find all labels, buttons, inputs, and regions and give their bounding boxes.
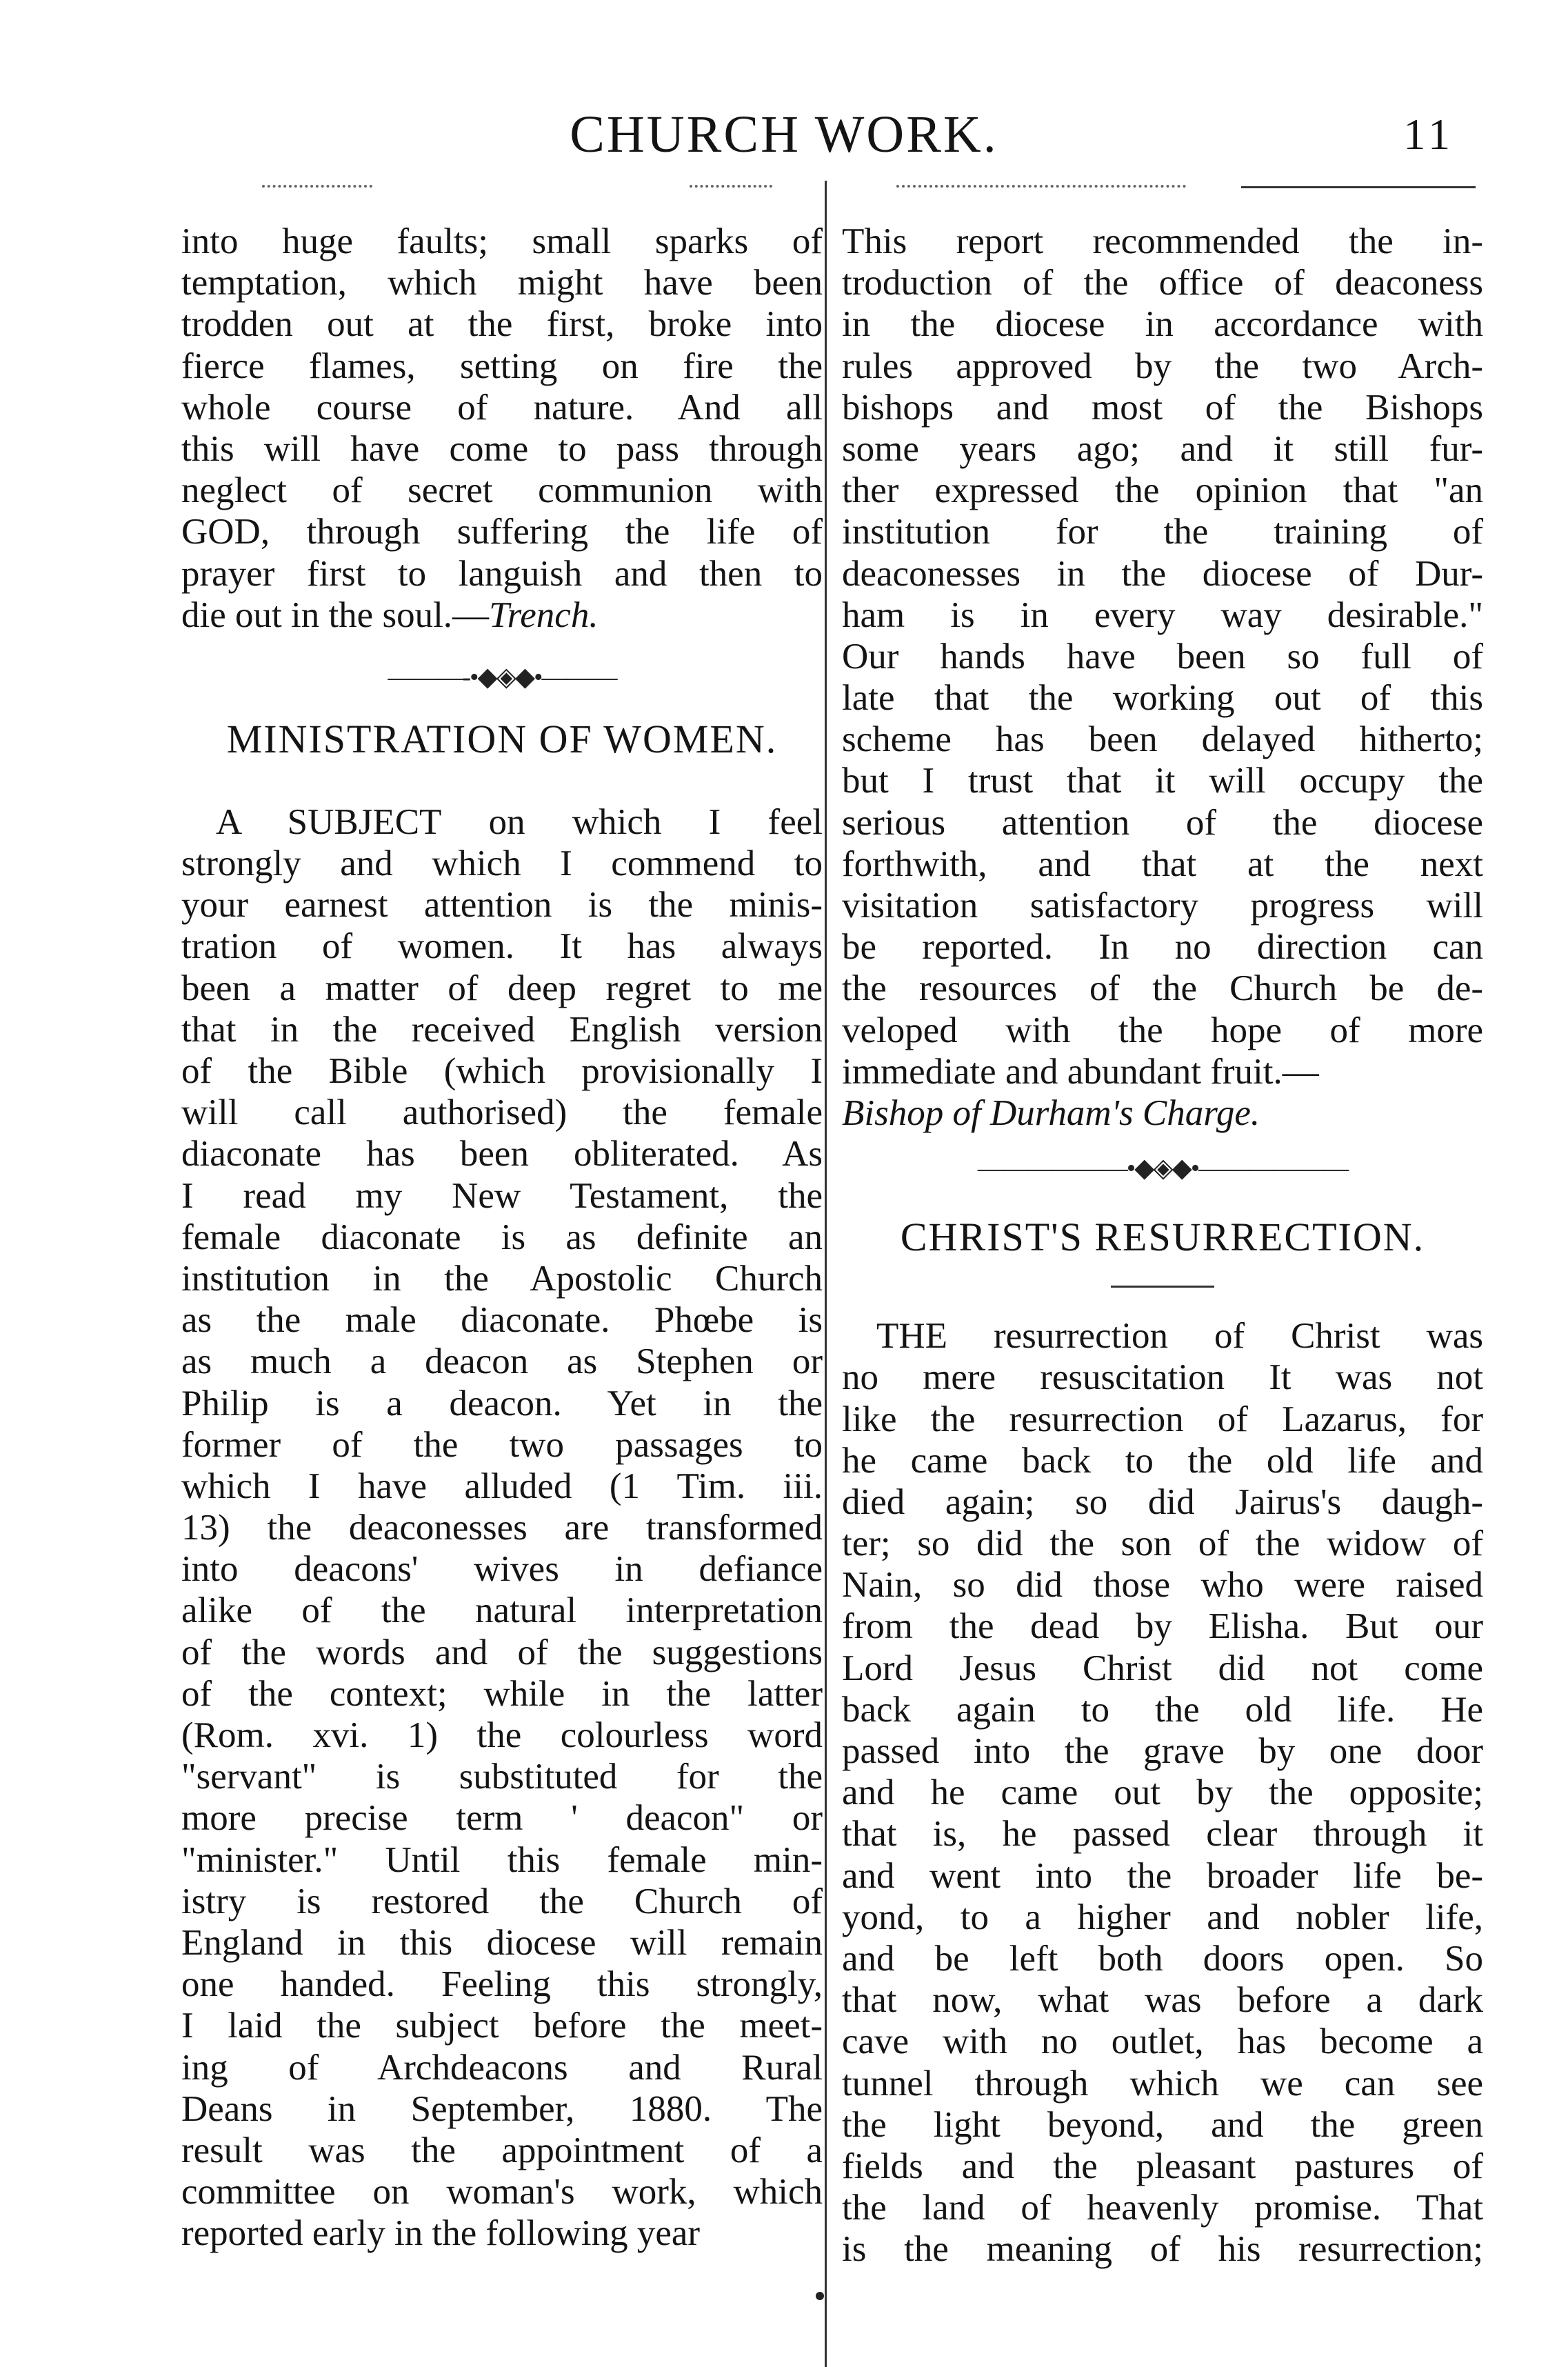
text-line: of the words and of the suggestions — [181, 1632, 823, 1672]
attribution-durham: Bishop of Durham's Charge. — [842, 1092, 1260, 1133]
text-line: strongly and which I commend to — [181, 843, 823, 884]
text-line: neglect of secret communion with — [181, 470, 823, 511]
text-line: This report recommended the in- — [842, 221, 1483, 261]
text-line: Philip is a deacon. Yet in the — [181, 1383, 823, 1424]
opening-word: A SUBJECT — [216, 801, 442, 842]
text-line: Our hands have been so full of — [842, 636, 1483, 677]
text-line: more precise term ' deacon" or — [181, 1798, 823, 1839]
opening-word: THE — [876, 1316, 948, 1357]
text-line: but I trust that it will occupy the — [842, 761, 1483, 801]
heading-rule — [1111, 1286, 1214, 1288]
top-dotted-rule-left — [262, 185, 372, 190]
text-line: your earnest attention is the minis- — [181, 885, 823, 926]
text-line: serious attention of the diocese — [842, 802, 1483, 843]
text-line: institution in the Apostolic Church — [181, 1258, 823, 1299]
text-line: from the dead by Elisha. But our — [842, 1606, 1483, 1647]
section-ornament: ——————•◆◈◆•—————— — [977, 1154, 1348, 1184]
text-line: institution for the training of — [842, 512, 1483, 552]
text-line: and he came out by the opposite; — [842, 1772, 1483, 1813]
opening-rest: on which I feel — [441, 801, 823, 842]
text-line-end: die out in the soul.— — [181, 595, 490, 635]
text-line: diaconate has been obliterated. As — [181, 1134, 823, 1175]
text-line: into deacons' wives in defiance — [181, 1549, 823, 1590]
text-line: cave with no outlet, has become a — [842, 2021, 1483, 2062]
section-heading-resurrection: CHRIST'S RESURRECTION. — [900, 1215, 1425, 1260]
text-line: troduction of the office of deaconess — [842, 263, 1483, 303]
bottom-ink-dot — [816, 2292, 824, 2300]
text-line: alike of the natural interpretation — [181, 1590, 823, 1631]
text-line: died again; so did Jairus's daugh- — [842, 1481, 1483, 1522]
right-column — [842, 221, 1483, 2270]
top-dotted-rule-center — [690, 185, 772, 190]
text-line: like the resurrection of Lazarus, for — [842, 1399, 1483, 1439]
text-line: Nain, so did those who were raised — [842, 1565, 1483, 1606]
text-line: rules approved by the two Arch- — [842, 346, 1483, 386]
text-line: tration of women. It has always — [181, 926, 823, 967]
text-line: that now, what was before a dark — [842, 1980, 1483, 2021]
text-line: visitation satisfactory progress will — [842, 886, 1483, 926]
text-line: reported early in the following year — [181, 2213, 701, 2254]
text-line: as the male diaconate. Phœbe is — [181, 1300, 823, 1341]
column-rule — [825, 181, 827, 2367]
text-line: tunnel through which we can see — [842, 2063, 1483, 2104]
section-heading-ministration: MINISTRATION OF WOMEN. — [226, 716, 778, 761]
resurrection-paragraph — [842, 1315, 1483, 2270]
text-line: fields and the pleasant pastures of — [842, 2146, 1483, 2186]
text-line: committee on woman's work, which — [181, 2172, 823, 2213]
top-dotted-rule-right — [896, 185, 1186, 190]
text-line-with-attribution — [181, 595, 823, 636]
text-line: he came back to the old life and — [842, 1440, 1483, 1481]
text-line: Lord Jesus Christ did not come — [842, 1648, 1483, 1688]
text-line: is the meaning of his resurrection; — [842, 2229, 1483, 2270]
text-line: the land of heavenly promise. That — [842, 2188, 1483, 2228]
text-line: as much a deacon as Stephen or — [181, 1341, 823, 1382]
attribution-trench: Trench. — [489, 595, 599, 635]
text-line-first — [842, 1315, 1483, 1357]
text-line: forthwith, and that at the next — [842, 843, 1483, 884]
running-title: CHURCH WORK. — [570, 106, 998, 163]
text-line: that in the received English version — [181, 1009, 823, 1050]
text-line: I laid the subject before the meet- — [181, 2006, 823, 2046]
text-line: will call authorised) the female — [181, 1092, 823, 1133]
text-line: veloped with the hope of more — [842, 1010, 1483, 1050]
text-line: of the Bible (which provisionally I — [181, 1051, 823, 1091]
text-line: Deans in September, 1880. The — [181, 2088, 823, 2129]
text-line: "servant" is substituted for the — [181, 1757, 823, 1797]
text-line: yond, to a higher and nobler life, — [842, 1897, 1483, 1937]
text-line: ing of Archdeacons and Rural — [181, 2047, 823, 2088]
text-line: the light beyond, and the green — [842, 2104, 1483, 2145]
text-line: temptation, which might have been — [181, 263, 823, 303]
text-line: result was the appointment of a — [181, 2130, 823, 2170]
section-ornament: ———‑•◆◈◆•——— — [388, 662, 616, 692]
text-line: one handed. Feeling this strongly, — [181, 1964, 823, 2005]
text-line: that is, he passed clear through it — [842, 1814, 1483, 1855]
text-line: fierce flames, setting on fire the — [181, 346, 823, 386]
text-line: back again to the old life. He — [842, 1689, 1483, 1730]
text-line: which I have alluded (1 Tim. iii. — [181, 1466, 823, 1506]
text-line: istry is restored the Church of — [181, 1881, 823, 1921]
text-line: 13) the deaconesses are transformed — [181, 1508, 823, 1548]
text-line: been a matter of deep regret to me — [181, 968, 823, 1008]
left-column — [181, 221, 823, 2254]
text-line: deaconesses in the diocese of Dur- — [842, 553, 1483, 594]
text-line: and be left both doors open. So — [842, 1938, 1483, 1979]
text-line: trodden out at the first, broke into — [181, 304, 823, 345]
opening-rest: resurrection of Christ was — [947, 1316, 1483, 1357]
running-head — [0, 103, 1568, 166]
text-line: scheme has been delayed hitherto; — [842, 719, 1483, 760]
text-line: female diaconate is as definite an — [181, 1217, 823, 1257]
heading-spacer — [181, 767, 823, 801]
text-line: the resources of the Church be de- — [842, 968, 1483, 1009]
text-line: late that the working out of this — [842, 678, 1483, 719]
text-line-first — [181, 801, 823, 843]
text-line: England in this diocese will remain — [181, 1922, 823, 1963]
text-line: whole course of nature. And all — [181, 387, 823, 428]
text-line: ham is in every way desirable." — [842, 595, 1483, 635]
ministration-paragraph — [181, 801, 823, 2255]
text-line: I read my New Testament, the — [181, 1175, 823, 1216]
text-line: bishops and most of the Bishops — [842, 387, 1483, 428]
text-line: ther expressed the opinion that "an — [842, 470, 1483, 511]
trench-quote-paragraph — [181, 221, 823, 636]
text-line: and went into the broader life be- — [842, 1855, 1483, 1896]
text-line: "minister." Until this female min- — [181, 1839, 823, 1880]
text-line: in the diocese in accordance with — [842, 304, 1483, 345]
text-line: some years ago; and it still fur- — [842, 428, 1483, 469]
text-line: (Rom. xvi. 1) the colourless word — [181, 1715, 823, 1755]
text-line: be reported. In no direction can — [842, 927, 1483, 968]
text-line: no mere resuscitation It was not — [842, 1357, 1483, 1398]
text-line: this will have come to pass through — [181, 428, 823, 469]
text-line: former of the two passages to — [181, 1424, 823, 1465]
text-line: into huge faults; small sparks of — [181, 221, 823, 261]
text-line: GOD, through suffering the life of — [181, 512, 823, 552]
text-line: passed into the grave by one door — [842, 1731, 1483, 1771]
durham-charge-paragraph — [842, 221, 1483, 1134]
top-rule-right — [1241, 186, 1476, 188]
text-line: ter; so did the son of the widow of — [842, 1524, 1483, 1564]
text-line: of the context; while in the latter — [181, 1673, 823, 1714]
text-line: prayer first to languish and then to — [181, 553, 823, 594]
page-number: 11 — [1403, 110, 1454, 159]
text-line: immediate and abundant fruit.— — [842, 1051, 1319, 1092]
